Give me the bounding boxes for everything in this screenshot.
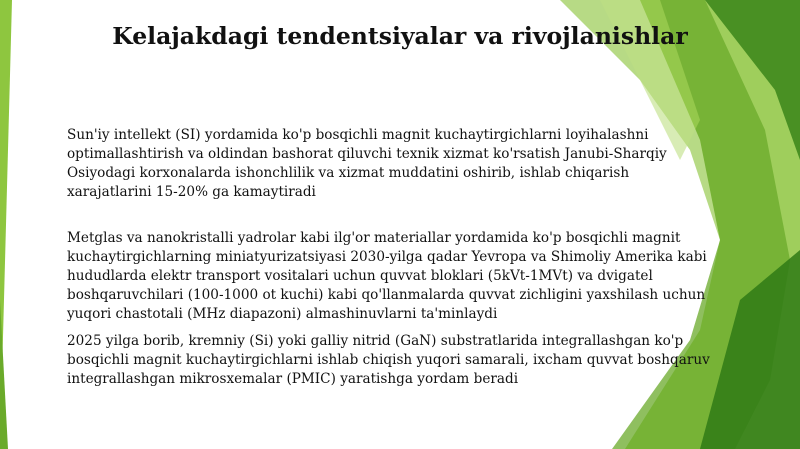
paragraph-line: bosqichli magnit kuchaytirgichlarni ishlab chiqish yuqori samarali, ixcham quvvat boshqaruv	[67, 352, 710, 368]
paragraph-advanced-materials	[67, 229, 707, 324]
slide-title: Kelajakdagi tendentsiyalar va rivojlanishlar	[112, 22, 688, 50]
paragraph-line: kuchaytirgichlarning miniatyurizatsiyasi 2030-yilga qadar Yevropa va Shimoliy Amerika kabi	[67, 249, 707, 265]
paragraph-line: optimallashtirish va oldindan bashorat qiluvchi texnik xizmat ko'rsatish Janubi-Sharqiy	[67, 146, 667, 162]
paragraph-line: Sun'iy intellekt (SI) yordamida ko'p bosqichli magnit kuchaytirgichlarni loyihalashni	[67, 127, 649, 143]
paragraph-line: Metglas va nanokristalli yadrolar kabi ilg'or materiallar yordamida ko'p bosqichli magnit	[67, 230, 681, 246]
paragraph-line: 2025 yilga borib, kremniy (Si) yoki galliy nitrid (GaN) substratlarida integrallashgan ko'p	[67, 333, 684, 349]
paragraph-line: xarajatlarini 15-20% ga kamaytiradi	[67, 184, 316, 200]
paragraph-integration	[67, 332, 710, 389]
left-bottom-strip	[0, 300, 8, 449]
paragraph-line: Osiyodagi korxonalarda ishonchlilik va xizmat muddatini oshirib, ishlab chiqarish	[67, 165, 630, 181]
paragraph-line: boshqaruvchilari (100-1000 ot kuchi) kabi qo'llanmalarda quvvat zichligini yaxshilash uchun	[67, 287, 706, 303]
paragraph-line: integrallashgan mikrosxemalar (PMIC) yaratishga yordam beradi	[67, 371, 519, 387]
paragraph-line: hududlarda elektr transport vositalari uchun quvvat bloklari (5kVt-1MVt) va dvigatel	[67, 268, 653, 284]
paragraph-line: yuqori chastotali (MHz diapazoni) almashinuvlarni ta'minlaydi	[67, 306, 498, 322]
paragraph-ai-design	[67, 126, 667, 202]
